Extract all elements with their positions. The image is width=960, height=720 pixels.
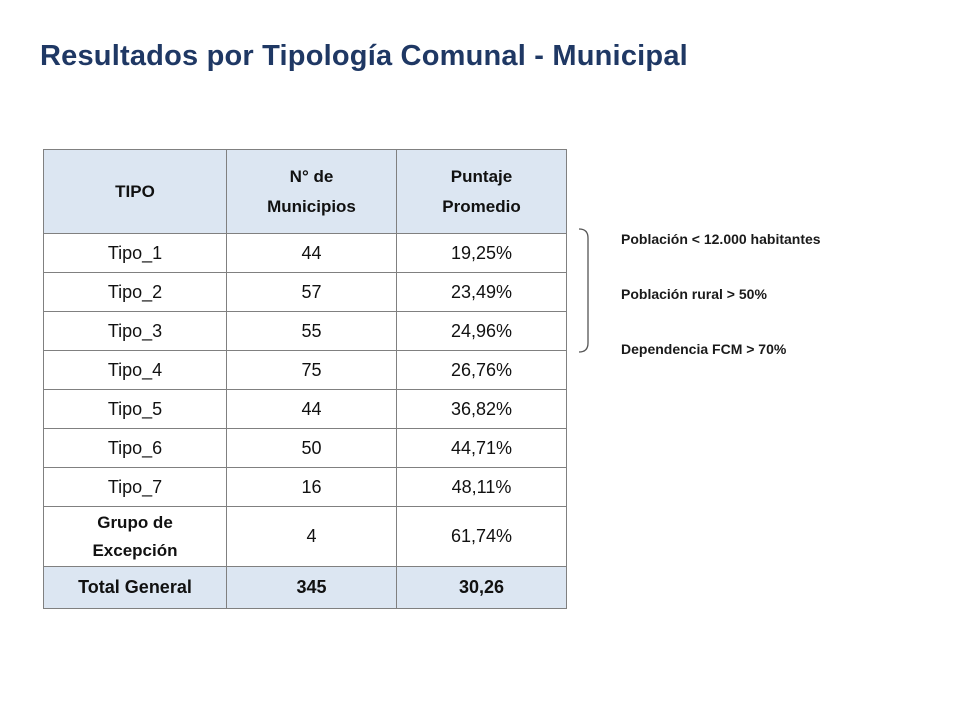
cell-puntaje: 19,25% xyxy=(397,234,567,273)
cell-tipo: Tipo_6 xyxy=(44,429,227,468)
cell-tipo: Grupo de Excepción xyxy=(44,507,227,567)
table-row xyxy=(44,429,567,468)
header-tipo: TIPO xyxy=(44,150,227,234)
cell-puntaje: 36,82% xyxy=(397,390,567,429)
cell-municipios: 50 xyxy=(227,429,397,468)
cell-municipios: 55 xyxy=(227,312,397,351)
table-row xyxy=(44,273,567,312)
cell-puntaje: 24,96% xyxy=(397,312,567,351)
header-puntaje: Puntaje Promedio xyxy=(397,150,567,234)
cell-tipo: Tipo_1 xyxy=(44,234,227,273)
cell-tipo: Tipo_4 xyxy=(44,351,227,390)
results-table xyxy=(43,149,567,609)
cell-puntaje: 23,49% xyxy=(397,273,567,312)
cell-municipios: 4 xyxy=(227,507,397,567)
cell-municipios: 57 xyxy=(227,273,397,312)
cell-puntaje: 48,11% xyxy=(397,468,567,507)
cell-tipo: Tipo_3 xyxy=(44,312,227,351)
table-row-total xyxy=(44,567,567,609)
note-poblacion: Población < 12.000 habitantes xyxy=(621,231,821,247)
page-title: Resultados por Tipología Comunal - Municipal xyxy=(40,40,688,72)
table-row xyxy=(44,351,567,390)
cell-puntaje: 61,74% xyxy=(397,507,567,567)
cell-tipo: Tipo_2 xyxy=(44,273,227,312)
header-municipios: N° de Municipios xyxy=(227,150,397,234)
cell-puntaje: 44,71% xyxy=(397,429,567,468)
cell-tipo: Tipo_5 xyxy=(44,390,227,429)
note-rural: Población rural > 50% xyxy=(621,286,767,302)
cell-total-label: Total General xyxy=(44,567,227,609)
table-row xyxy=(44,468,567,507)
cell-total-municipios: 345 xyxy=(227,567,397,609)
table-row-excepcion xyxy=(44,507,567,567)
cell-municipios: 16 xyxy=(227,468,397,507)
cell-total-puntaje: 30,26 xyxy=(397,567,567,609)
table-row xyxy=(44,234,567,273)
cell-tipo: Tipo_7 xyxy=(44,468,227,507)
cell-municipios: 44 xyxy=(227,234,397,273)
note-dependencia: Dependencia FCM > 70% xyxy=(621,341,787,357)
cell-puntaje: 26,76% xyxy=(397,351,567,390)
right-bracket-icon xyxy=(578,228,594,353)
cell-municipios: 75 xyxy=(227,351,397,390)
table-row xyxy=(44,390,567,429)
table-row xyxy=(44,312,567,351)
table-header-row xyxy=(44,150,567,234)
cell-municipios: 44 xyxy=(227,390,397,429)
